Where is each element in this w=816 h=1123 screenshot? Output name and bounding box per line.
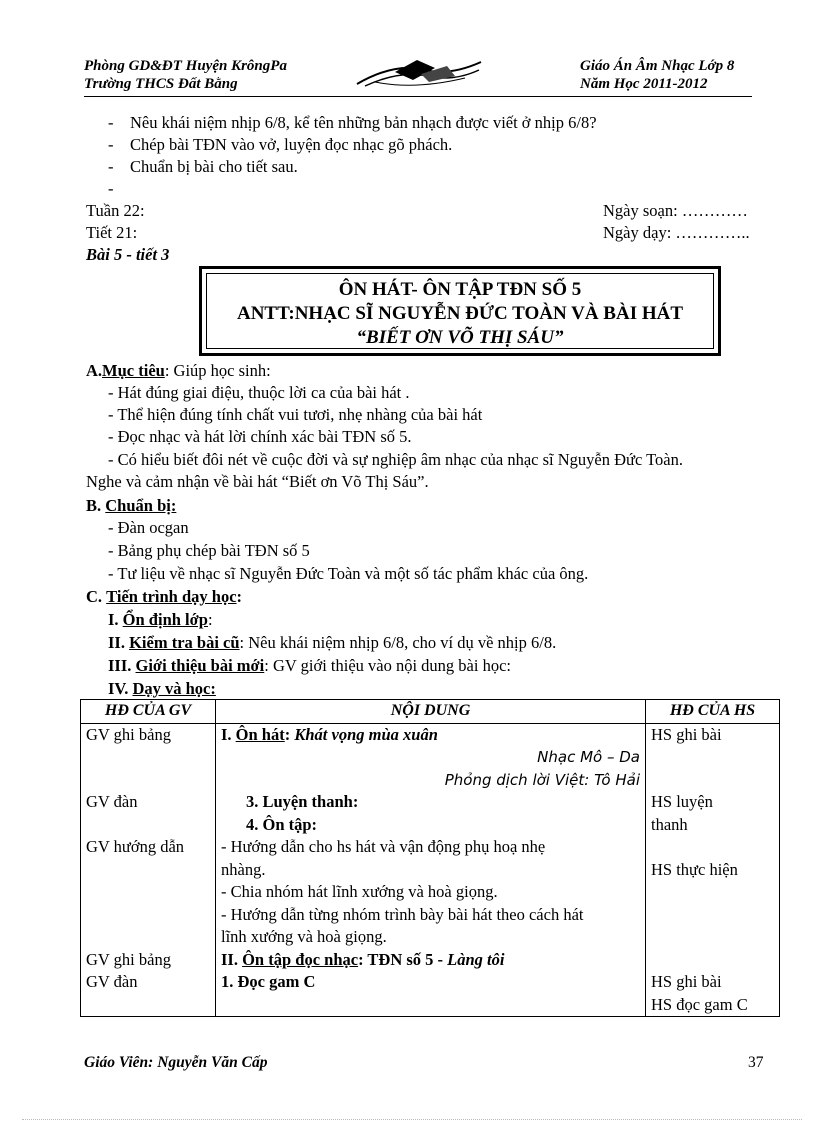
header-content: NỘI DUNG <box>216 700 646 724</box>
page-bottom-rule <box>22 1119 802 1120</box>
step-item: IV. Dạy và học: <box>108 679 216 698</box>
section-a-heading: A.Mục tiêu: Giúp học sinh: <box>86 361 271 380</box>
content-guide: lĩnh xướng và hoà giọng. <box>221 927 387 946</box>
content-sight-reading: II. Ôn tập đọc nhạc: TĐN số 5 - Làng tôi <box>221 949 505 969</box>
lesson-label: Bài 5 - tiết 3 <box>86 245 170 264</box>
title-line-3: “BIẾT ƠN VÕ THỊ SÁU” <box>356 327 564 348</box>
section-b-heading: B. Chuẩn bị: <box>86 496 177 515</box>
footer-teacher: Giáo Viên: Nguyễn Văn Cấp <box>84 1054 268 1071</box>
title-line-2: ANTT:NHẠC SĨ NGUYỄN ĐỨC TOÀN VÀ BÀI HÁT <box>236 303 684 324</box>
prep-item: - Bảng phụ chép bài TĐN số 5 <box>108 541 310 560</box>
week-label: Tuần 22: <box>86 201 145 220</box>
step-item: II. Kiểm tra bài cũ: Nêu khái niệm nhịp 6/8, cho ví dụ về nhịp 6/8. <box>108 633 557 652</box>
header-student-activity: HĐ CỦA HS <box>646 700 780 724</box>
objective-item: - Đọc nhạc và hát lời chính xác bài TĐN số 5. <box>108 427 412 446</box>
content-cell <box>216 723 646 1017</box>
objective-item: - Có hiểu biết đôi nét về cuộc đời và sự nghiệp âm nhạc của nhạc sĩ Nguyễn Đức Toàn. <box>108 450 683 469</box>
content-credit-lyrics: Phỏng dịch lời Việt: Tô Hải <box>444 770 640 789</box>
header-school-office: Phòng GD&ĐT Huyện KrôngPa <box>84 58 287 74</box>
content-review: 4. Ôn tập: <box>246 814 318 834</box>
lesson-table <box>80 699 780 1017</box>
page-number: 37 <box>748 1054 764 1071</box>
objective-continuation: Nghe và cảm nhận về bài hát “Biết ơn Võ Thị Sáu”. <box>86 472 429 491</box>
table-header-row <box>81 700 780 724</box>
prep-item: - Đàn ocgan <box>108 518 189 537</box>
homework-item: - Chép bài TĐN vào vở, luyện đọc nhạc gõ phách. <box>108 135 453 154</box>
header-subject: Giáo Án Âm Nhạc Lớp 8 <box>580 58 735 74</box>
teach-date: Ngày dạy: ………….. <box>603 223 750 242</box>
period-label: Tiết 21: <box>86 223 138 242</box>
content-guide: - Hướng dẫn cho hs hát và vận động phụ hoạ nhẹ <box>221 837 546 856</box>
title-line-1: ÔN HÁT- ÔN TẬP TĐN SỐ 5 <box>338 279 582 300</box>
student-activity-cell: HS ghi bài HS luyện thanh HS thực hiện HS ghi bài HS đọc gam C <box>646 723 780 1017</box>
homework-item: - Chuẩn bị bài cho tiết sau. <box>108 157 298 176</box>
step-item: I. Ổn định lớp: <box>108 610 213 629</box>
prep-item: - Tư liệu về nhạc sĩ Nguyễn Đức Toàn và một số tác phẩm khác của ông. <box>108 564 589 583</box>
header-ornament-icon <box>355 56 485 90</box>
header-teacher-activity: HĐ CỦA GV <box>81 700 216 724</box>
content-guide: - Chia nhóm hát lĩnh xướng và hoà giọng. <box>221 882 498 901</box>
step-item: III. Giới thiệu bài mới: GV giới thiệu vào nội dung bài học: <box>108 656 511 675</box>
content-review-song: I. Ôn hát: Khát vọng mùa xuân <box>221 724 438 744</box>
section-c-heading: C. Tiến trình dạy học: <box>86 587 243 606</box>
content-guide: - Hướng dẫn từng nhóm trình bày bài hát theo cách hát <box>221 904 584 924</box>
objective-item: - Hát đúng giai điệu, thuộc lời ca của bài hát . <box>108 383 410 402</box>
homework-item: - <box>108 179 130 198</box>
title-box <box>199 266 721 356</box>
header-school-name: Trường THCS Đất Bằng <box>84 76 238 92</box>
teacher-activity-cell: GV ghi bảng GV đàn GV hướng dẫn GV ghi bảng GV đàn <box>81 723 216 1017</box>
content-guide: nhàng. <box>221 859 266 879</box>
objective-item: - Thể hiện đúng tính chất vui tươi, nhẹ nhàng của bài hát <box>108 405 483 424</box>
homework-item: - Nêu khái niệm nhịp 6/8, kể tên những bản nhạch được viết ở nhịp 6/8? <box>108 113 597 132</box>
header-school-year: Năm Học 2011-2012 <box>580 76 708 92</box>
table-row <box>81 723 780 1017</box>
prep-date: Ngày soạn: ………… <box>603 201 748 220</box>
header-rule <box>84 96 752 97</box>
content-credit-music: Nhạc Mô – Da <box>537 748 640 766</box>
content-scale-c: 1. Đọc gam C <box>221 972 316 991</box>
content-warmup: 3. Luyện thanh: <box>246 792 359 811</box>
